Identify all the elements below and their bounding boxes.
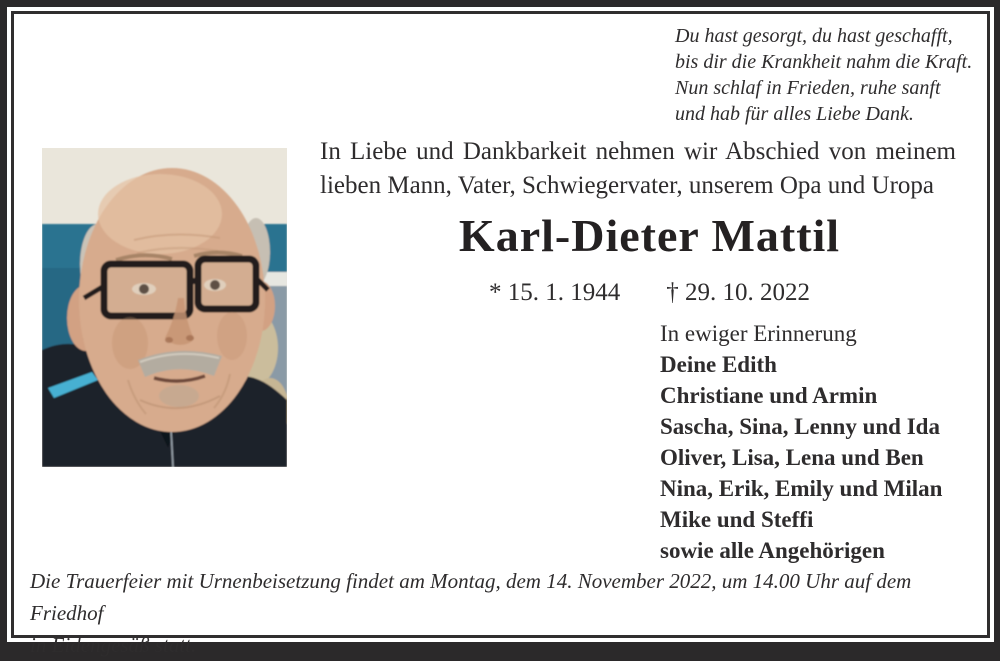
mourner-line: Christiane und Armin — [660, 383, 878, 408]
verse-line: bis dir die Krankheit nahm die Kraft. — [675, 51, 973, 73]
deceased-name: Karl-Dieter Mattil — [458, 210, 841, 261]
funeral-info-line: in Eidengesäß statt. — [30, 633, 197, 657]
verse-line: und hab für alles Liebe Dank. — [675, 103, 914, 125]
mourner-line: Oliver, Lisa, Lena und Ben — [660, 445, 924, 470]
portrait-photo — [42, 148, 287, 467]
memorial-verse — [675, 23, 972, 127]
verse-line: Du hast gesorgt, du hast geschafft, — [675, 25, 953, 47]
introduction-line: lieben Mann, Vater, Schwiegervater, unserem Opa und Uropa — [320, 172, 935, 199]
mourners-block — [660, 318, 942, 566]
mourner-line: Nina, Erik, Emily und Milan — [660, 476, 943, 501]
mourner-names — [660, 349, 942, 566]
funeral-info-line: Die Trauerfeier mit Urnenbeisetzung findet am Montag, dem 14. November 2022, um 14.00 Uhr auf dem Friedhof — [30, 569, 912, 625]
portrait-photo-illustration — [42, 148, 287, 467]
obituary-card — [7, 7, 994, 657]
life-dates — [333, 277, 966, 309]
mourner-line: sowie alle Angehörigen — [660, 538, 885, 563]
memorial-header: In ewiger Erinnerung — [660, 321, 857, 346]
birth-date: * 15. 1. 1944 — [489, 279, 621, 306]
mourner-line: Deine Edith — [660, 352, 777, 377]
death-date: † 29. 10. 2022 — [666, 279, 810, 306]
mourner-line: Sascha, Sina, Lenny und Ida — [660, 414, 940, 439]
funeral-info — [30, 565, 977, 661]
verse-line: Nun schlaf in Frieden, ruhe sanft — [675, 77, 941, 99]
mourner-line: Mike und Steffi — [660, 507, 814, 532]
introduction-text — [320, 135, 956, 203]
introduction-line: In Liebe und Dankbarkeit nehmen wir Abschied von meinem — [320, 138, 956, 165]
